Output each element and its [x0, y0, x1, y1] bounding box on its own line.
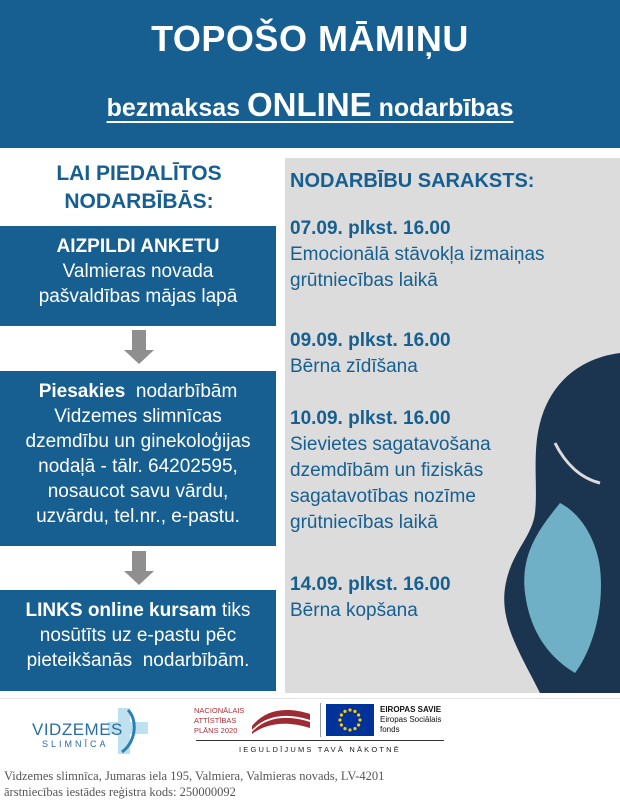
- step3-bold: LINKS online kursam: [25, 600, 217, 621]
- event-date: 10.09. plkst. 16.00: [290, 408, 451, 429]
- vidzemes-logo-line2: SLIMNĪCA: [42, 739, 109, 749]
- arrow-down-icon: [124, 330, 154, 364]
- event-description: Bērna kopšana: [290, 600, 418, 621]
- step1-title: AIZPILDI ANKETU: [56, 236, 220, 257]
- header-banner: [0, 0, 620, 148]
- divider: [0, 698, 620, 699]
- step1-line2: pašvaldības mājas lapā: [38, 286, 238, 307]
- event-date: 09.09. plkst. 16.00: [290, 330, 451, 351]
- step1-line1: Valmieras novada: [62, 261, 214, 282]
- vidzemes-logo-line1: VIDZEMES: [32, 720, 123, 739]
- step3-line2: pieteikšanās nodarbībām.: [26, 650, 250, 671]
- vidzemes-slimnica-logo: [32, 706, 162, 756]
- schedule-event: [290, 328, 590, 380]
- nap-line1: NACIONĀLAIS: [194, 706, 245, 715]
- footer-address: [4, 768, 614, 800]
- page-title: TOPOŠO MĀMIŅU: [151, 18, 469, 59]
- registration-code: ārstniecības iestādes reģistra kods: 250000092: [4, 785, 236, 799]
- participation-heading-line1: LAI PIEDALĪTOS: [56, 162, 222, 185]
- eu-flag-icon: [326, 704, 374, 736]
- event-description: grūtniecības laikā: [290, 270, 438, 291]
- event-description: Emocionālā stāvokļa izmaiņas: [290, 244, 545, 265]
- latvia-flag-icon: [250, 704, 314, 734]
- schedule-heading: NODARBĪBU SARAKSTS:: [290, 170, 535, 192]
- eu-line3: fonds: [380, 725, 400, 734]
- page-subtitle: [0, 86, 620, 124]
- eu-line2: Eiropas Sociālais: [380, 715, 442, 724]
- step2-line3: nodaļā - tālr. 64202595,: [38, 456, 238, 477]
- step2-line1: Vidzemes slimnīcas: [54, 406, 222, 427]
- participation-heading: [0, 160, 278, 216]
- logo-separator: [320, 703, 321, 737]
- subtitle-post: nodarbības: [371, 94, 514, 122]
- event-date: 07.09. plkst. 16.00: [290, 218, 451, 239]
- step-fill-form: [0, 226, 276, 326]
- event-description: Bērna zīdīšana: [290, 356, 418, 377]
- step2-line5: uzvārdu, tel.nr., e-pastu.: [36, 506, 240, 527]
- event-description: Sievietes sagatavošana: [290, 434, 491, 455]
- event-description: sagatavotības nozīme: [290, 486, 476, 507]
- schedule-event: [290, 216, 590, 294]
- schedule-event: [290, 572, 590, 624]
- step2-rest: nodarbībām: [125, 381, 238, 402]
- subtitle-online: ONLINE: [247, 86, 372, 123]
- tagline-rule: [196, 740, 444, 741]
- event-description: grūtniecības laikā: [290, 512, 438, 533]
- step-register: [0, 371, 276, 546]
- address-line: Vidzemes slimnīca, Jumaras iela 195, Valmiera, Valmieras novads, LV-4201: [4, 769, 385, 783]
- arrow-down-icon: [124, 551, 154, 585]
- step2-line2: dzemdību un ginekoloģijas: [25, 431, 251, 452]
- schedule-event: [290, 406, 590, 536]
- step3-rest: tiks: [216, 600, 251, 621]
- step2-bold: Piesakies: [38, 381, 126, 402]
- nap-2020-logo-text: [194, 706, 254, 736]
- subtitle-pre: bezmaksas: [106, 94, 247, 122]
- event-date: 14.09. plkst. 16.00: [290, 574, 451, 595]
- eu-line1: EIROPAS SAVIE: [380, 705, 442, 714]
- step2-line4: nosaucot savu vārdu,: [47, 481, 229, 502]
- tagline: IEGULDĪJUMS TAVĀ NĀKOTNĒ: [239, 745, 401, 754]
- nap-line3: PLĀNS 2020: [194, 726, 238, 735]
- schedule-panel: [285, 158, 620, 693]
- participation-heading-line2: NODARBĪBĀS:: [64, 190, 214, 213]
- nap-line2: ATTĪSTĪBAS: [194, 716, 237, 725]
- step3-line1: nosūtīts uz e-pastu pēc: [39, 625, 237, 646]
- event-description: dzemdībām un fiziskās: [290, 460, 484, 481]
- step-link-sent: [0, 590, 276, 691]
- eu-fund-text: [380, 705, 441, 735]
